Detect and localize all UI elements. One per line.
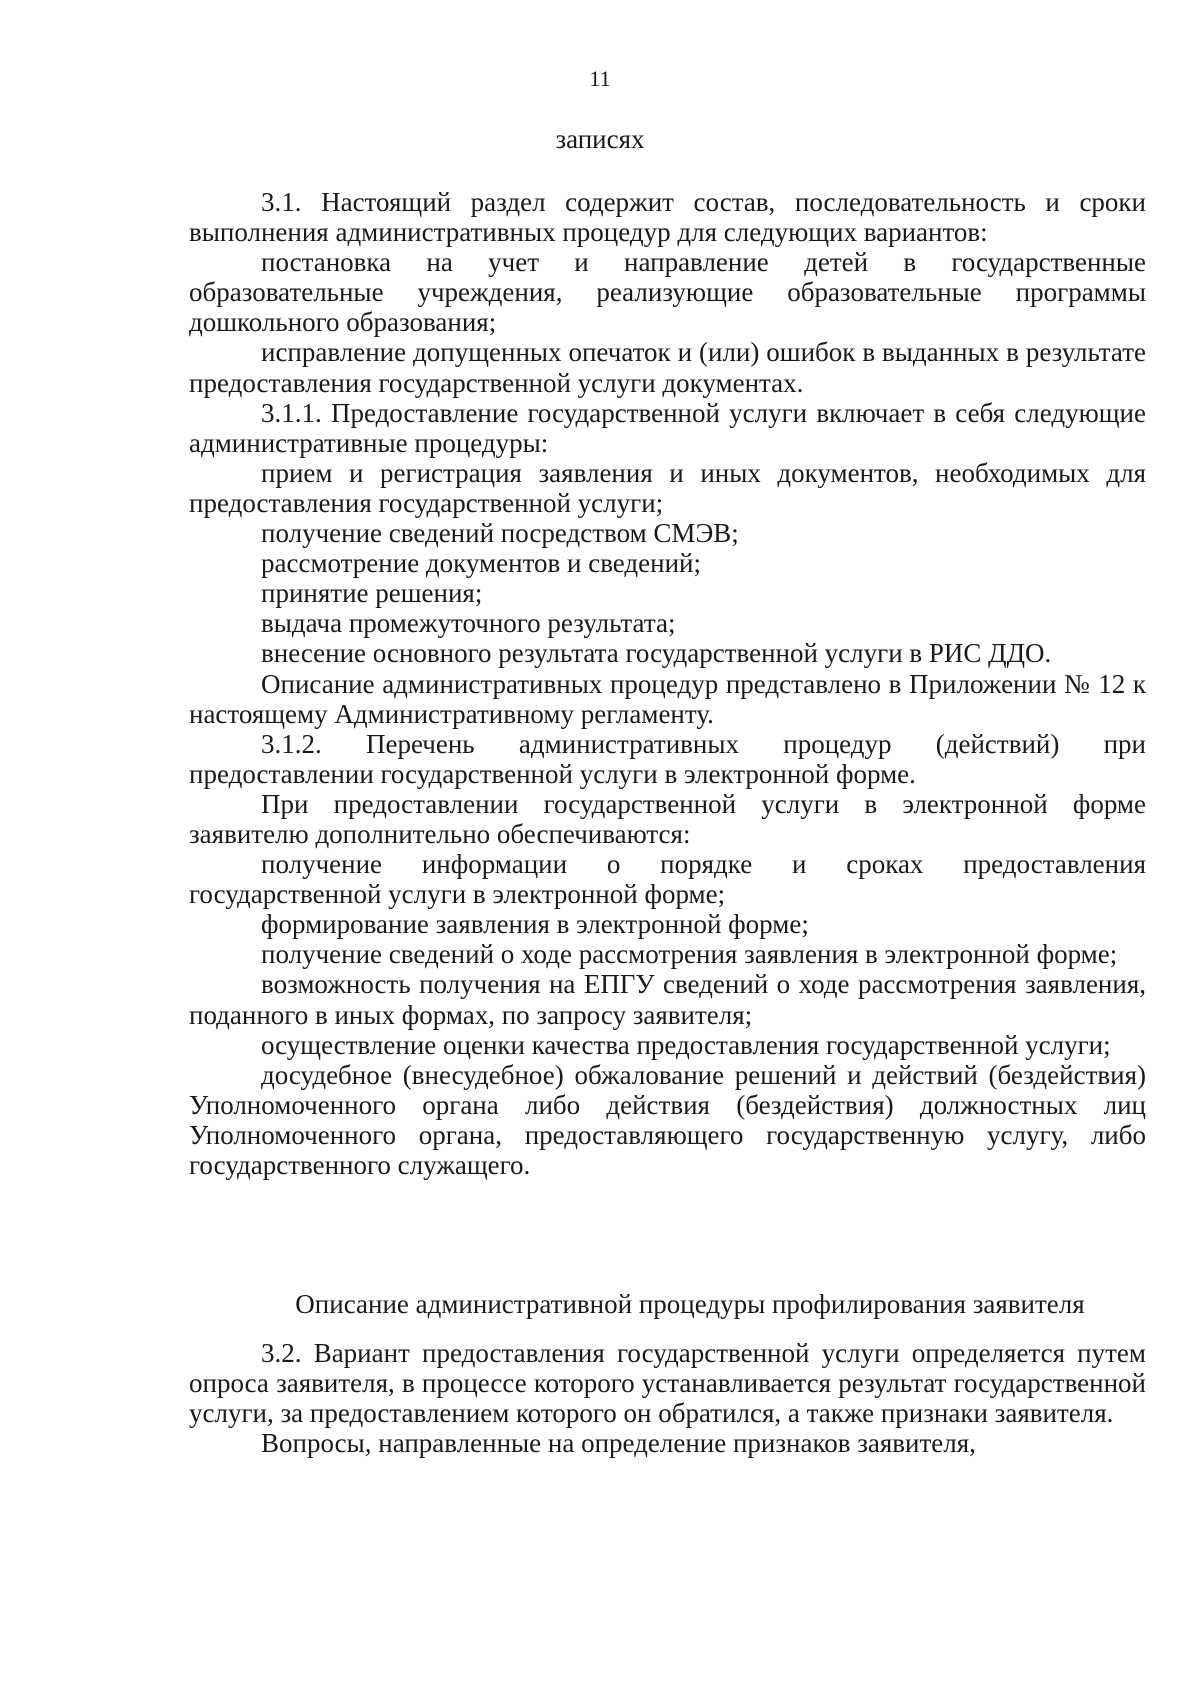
paragraph: принятие решения; bbox=[261, 578, 483, 609]
paragraph: внесение основного результата государственной услуги в РИС ДДО. bbox=[261, 638, 1052, 669]
paragraph: Вопросы, направленные на определение признаков заявителя, bbox=[261, 1428, 976, 1459]
paragraph: возможность получения на ЕПГУ сведений о ходе рассмотрения заявления, поданного в иных формах, по запросу заявителя; bbox=[189, 969, 1146, 1030]
section-heading: Описание административной процедуры профилирования заявителя bbox=[295, 1289, 1085, 1319]
paragraph: 3.1.2. Перечень административных процедур (действий) при предоставлении государственной услуги в электронной форме. bbox=[189, 728, 1146, 789]
paragraph: получение сведений о ходе рассмотрения заявления в электронной форме; bbox=[261, 939, 1118, 970]
paragraph: осуществление оценки качества предоставления государственной услуги; bbox=[261, 1029, 1111, 1060]
paragraph: При предоставлении государственной услуги в электронной форме заявителю дополнительно обеспечиваются: bbox=[189, 788, 1146, 849]
paragraph: прием и регистрация заявления и иных документов, необходимых для предоставления государственной услуги; bbox=[189, 457, 1146, 518]
continued-heading: записях bbox=[555, 124, 645, 154]
paragraph: получение информации о порядке и сроках предоставления государственной услуги в электронной форме; bbox=[189, 849, 1146, 910]
paragraph: 3.1. Настоящий раздел содержит состав, последовательность и сроки выполнения административных процедур для следующих вариантов: bbox=[189, 187, 1146, 248]
paragraph: досудебное (внесудебное) обжалование решений и действий (бездействия) Уполномоченного органа либо действия (бездействия) должностных лиц Уполномоченного органа, предоставляющего государственную услугу, либо государственного служащего. bbox=[189, 1059, 1146, 1180]
paragraph: Описание административных процедур представлено в Приложении № 12 к настоящему Административному регламенту. bbox=[189, 668, 1146, 729]
paragraph: получение сведений посредством СМЭВ; bbox=[261, 518, 739, 549]
page-number: 11 bbox=[589, 66, 611, 91]
section-3-2-body bbox=[189, 1338, 1146, 1458]
paragraph: исправление допущенных опечаток и (или) ошибок в выданных в результате предоставления государственной услуги документах. bbox=[189, 337, 1146, 398]
paragraph: формирование заявления в электронной форме; bbox=[261, 909, 809, 940]
paragraph: постановка на учет и направление детей в государственные образовательные учреждения, реализующие образовательные программы дошкольного образования; bbox=[189, 247, 1146, 338]
paragraph: 3.1.1. Предоставление государственной услуги включает в себя следующие административные процедуры: bbox=[189, 397, 1146, 458]
paragraph: рассмотрение документов и сведений; bbox=[261, 548, 701, 579]
section-3-1-body bbox=[189, 187, 1146, 1180]
paragraph: 3.2. Вариант предоставления государственной услуги определяется путем опроса заявителя, в процессе которого устанавливается результат государственной услуги, за предоставлением которого он обратился, а также признаки заявителя. bbox=[189, 1338, 1146, 1429]
paragraph: выдача промежуточного результата; bbox=[261, 608, 676, 639]
